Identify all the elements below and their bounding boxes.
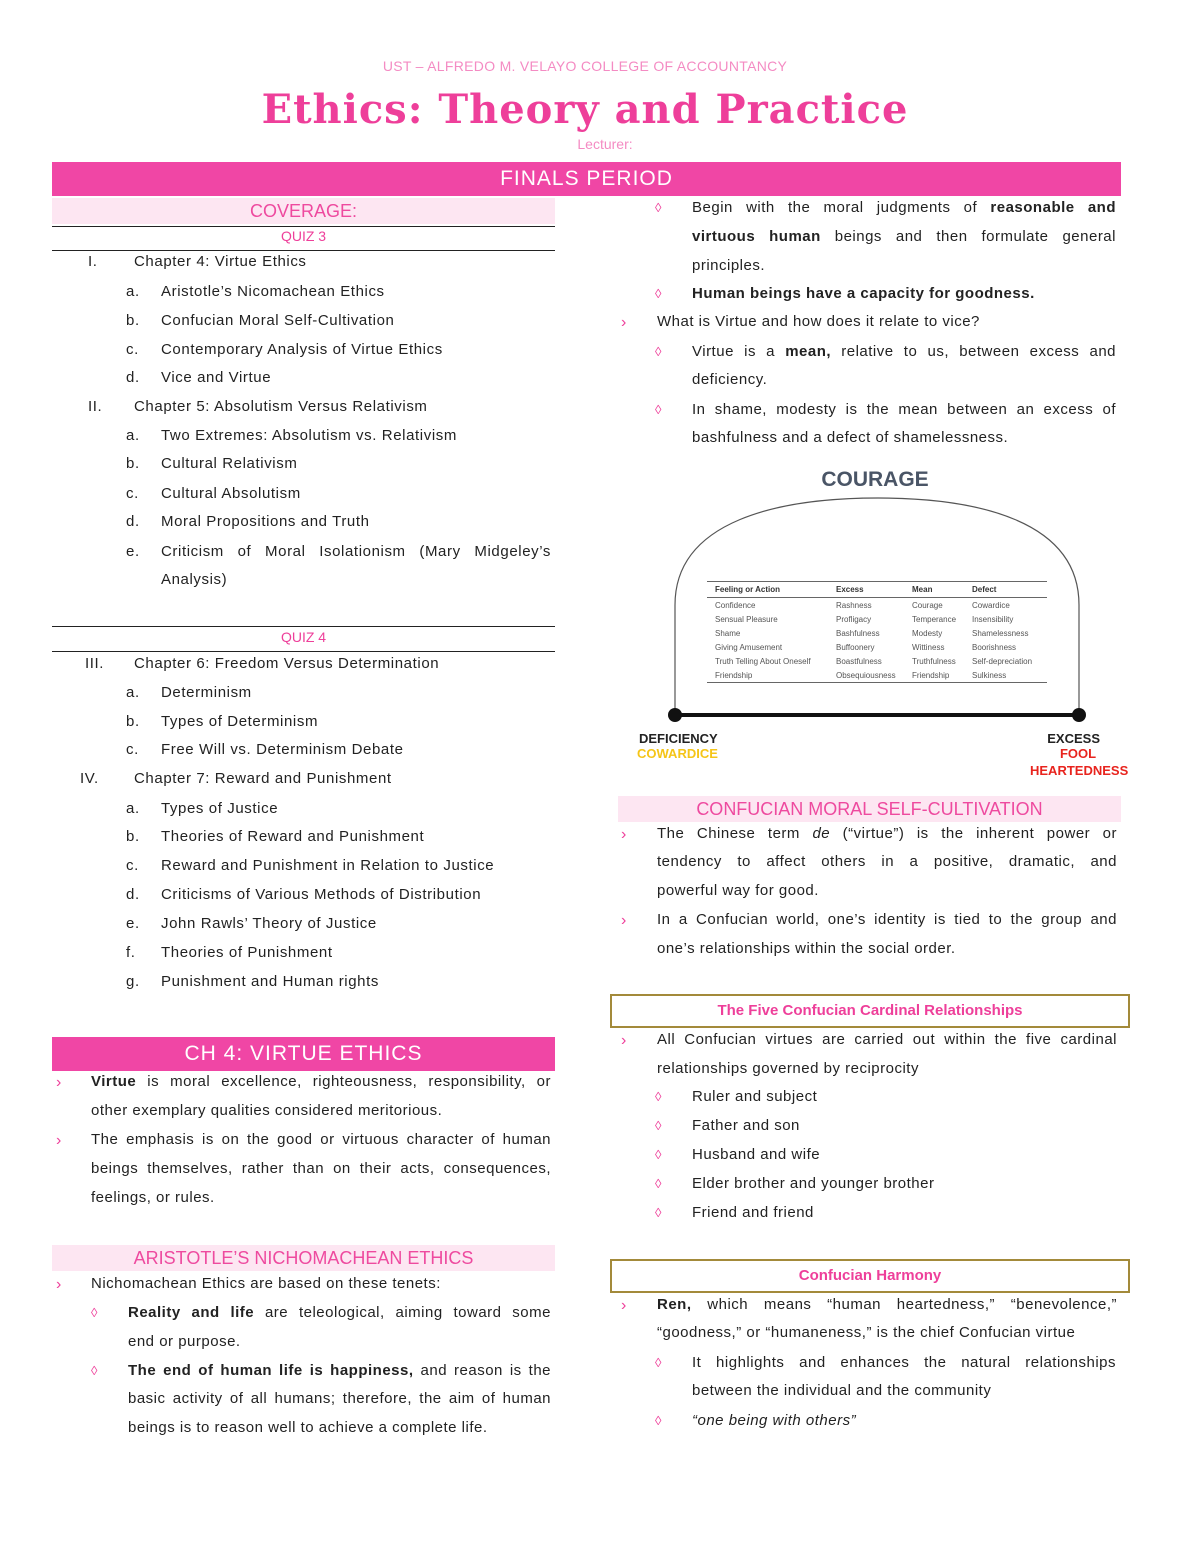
table-row [707, 598, 1047, 612]
divider [52, 651, 555, 652]
item-letter: a. [126, 800, 140, 817]
paragraph-line [692, 222, 1116, 251]
chevron-right-icon: › [621, 314, 627, 331]
outline-item: Cultural Absolutism [161, 485, 301, 502]
question-line: What is Virtue and how does it relate to vice? [657, 313, 980, 330]
paragraph-line: powerful way for good. [657, 882, 819, 899]
chevron-right-icon: › [621, 826, 627, 843]
outline-item: Aristotle’s Nicomachean Ethics [161, 283, 385, 300]
cowardice-label: COWARDICE [637, 746, 718, 761]
ch4-heading: CH 4: VIRTUE ETHICS [52, 1037, 555, 1071]
item-letter: b. [126, 713, 140, 730]
virtue-table [707, 581, 1047, 683]
paragraph-line: All Confucian virtues are carried out within the five cardinal [657, 1031, 1117, 1048]
chevron-right-icon: › [621, 1297, 627, 1314]
chapter-title: Chapter 5: Absolutism Versus Relativism [134, 398, 428, 415]
paragraph-line: feelings, or rules. [91, 1189, 215, 1206]
bold-term: Virtue [91, 1073, 137, 1090]
item-letter: b. [126, 455, 140, 472]
excess-label: EXCESS [1047, 731, 1100, 746]
item-letter: d. [126, 369, 140, 386]
table-cell: Friendship [715, 671, 753, 680]
outline-item: Criticisms of Various Methods of Distribution [161, 886, 482, 903]
bold-statement: Human beings have a capacity for goodness. [692, 285, 1035, 302]
text-run: which means “human heartedness,” “benevolence,” [707, 1296, 1117, 1313]
bold-term: The end of human life is happiness, [128, 1362, 414, 1379]
bold-term: reasonable and [990, 199, 1116, 216]
paragraph-line: deficiency. [692, 371, 768, 388]
confucian-heading: CONFUCIAN MORAL SELF-CULTIVATION [618, 796, 1121, 822]
table-cell: Courage [912, 601, 943, 610]
roman-numeral: III. [85, 655, 105, 672]
item-letter: e. [126, 915, 140, 932]
paragraph-line: bashfulness and a defect of shamelessness. [692, 429, 1009, 446]
paragraph-line: tendency to affect others in a positive, dramatic, and [657, 853, 1117, 870]
table-row [707, 654, 1047, 668]
item-letter: a. [126, 684, 140, 701]
chevron-right-icon: › [621, 912, 627, 929]
item-letter: d. [126, 886, 140, 903]
outline-item: Types of Determinism [161, 713, 319, 730]
table-cell: Rashness [836, 601, 872, 610]
excess-endpoint [1072, 708, 1086, 722]
relationship-item: Husband and wife [692, 1146, 821, 1163]
deficiency-label: DEFICIENCY [639, 731, 718, 746]
diamond-icon: ◊ [655, 286, 662, 301]
paragraph-line: It highlights and enhances the natural relationships [692, 1354, 1116, 1371]
aristotle-heading: ARISTOTLE’S NICHOMACHEAN ETHICS [52, 1245, 555, 1271]
table-cell: Wittiness [912, 643, 945, 652]
table-row [707, 612, 1047, 626]
outline-item-continued: Analysis) [161, 571, 228, 588]
diamond-icon: ◊ [655, 402, 662, 417]
bold-term: Ren, [657, 1296, 692, 1313]
column-header: Mean [912, 585, 933, 594]
chapter-title: Chapter 7: Reward and Punishment [134, 770, 392, 787]
paragraph-line: Nichomachean Ethics are based on these tenets: [91, 1275, 441, 1292]
table-header [707, 581, 1047, 598]
chevron-right-icon: › [56, 1074, 62, 1091]
column-header: Feeling or Action [715, 585, 781, 594]
table-cell: Shame [715, 629, 741, 638]
text-run: Virtue is a [692, 343, 775, 360]
table-cell: Cowardice [972, 601, 1010, 610]
ren-definition [657, 1290, 1117, 1319]
diamond-icon: ◊ [655, 1118, 662, 1133]
paragraph-line: between the individual and the community [692, 1382, 992, 1399]
table-cell: Boastfulness [836, 657, 882, 666]
outline-item: Criticism of Moral Isolationism (Mary Midgeley’s [161, 543, 551, 560]
roman-numeral: II. [88, 398, 103, 415]
table-cell: Shamelessness [972, 629, 1029, 638]
relationship-item: Friend and friend [692, 1204, 814, 1221]
paragraph-line: “goodness,” or “humaneness,” is the chief Confucian virtue [657, 1324, 1076, 1341]
table-row [707, 640, 1047, 654]
item-letter: g. [126, 973, 140, 990]
outline-item: Two Extremes: Absolutism vs. Relativism [161, 427, 457, 444]
table-cell: Buffoonery [836, 643, 875, 652]
outline-item: Determinism [161, 684, 252, 701]
tenet-1 [128, 1298, 551, 1327]
table-cell: Temperance [912, 615, 957, 624]
outline-item: Moral Propositions and Truth [161, 513, 370, 530]
paragraph-line: relationships governed by reciprocity [657, 1060, 919, 1077]
text-run: The Chinese term [657, 825, 800, 842]
relationship-item: Elder brother and younger brother [692, 1175, 935, 1192]
table-cell: Sensual Pleasure [715, 615, 778, 624]
paragraph-line: In shame, modesty is the mean between an excess of [692, 401, 1116, 418]
diamond-icon: ◊ [91, 1363, 98, 1378]
table-cell: Giving Amusement [715, 643, 783, 652]
paragraph-line: beings is to reason well to achieve a complete life. [128, 1419, 488, 1436]
outline-item: Free Will vs. Determinism Debate [161, 741, 404, 758]
bold-term: Reality and life [128, 1304, 255, 1321]
item-letter: c. [126, 857, 139, 874]
outline-item: Theories of Reward and Punishment [161, 828, 425, 845]
five-relationships-box: The Five Confucian Cardinal Relationships [610, 994, 1130, 1028]
paragraph-line: beings themselves, rather than on their acts, consequences, [91, 1160, 551, 1177]
item-letter: a. [126, 283, 140, 300]
diamond-icon: ◊ [655, 200, 662, 215]
divider [52, 226, 555, 227]
item-letter: b. [126, 312, 140, 329]
text-run: beings and then formulate general [834, 228, 1116, 245]
item-letter: c. [126, 341, 139, 358]
outline-item: Types of Justice [161, 800, 279, 817]
table-cell: Obsequiousness [836, 671, 896, 680]
item-letter: b. [126, 828, 140, 845]
period-banner: FINALS PERIOD [52, 162, 1121, 196]
virtue-mean-line [692, 337, 1116, 366]
text-run: and reason is the [420, 1362, 552, 1379]
outline-item: Confucian Moral Self-Cultivation [161, 312, 395, 329]
diamond-icon: ◊ [655, 1147, 662, 1162]
paragraph-line: In a Confucian world, one’s identity is tied to the group and [657, 911, 1117, 928]
diamond-icon: ◊ [655, 1205, 662, 1220]
chevron-right-icon: › [56, 1276, 62, 1293]
bold-term: virtuous human [692, 228, 821, 245]
outline-item: John Rawls’ Theory of Justice [161, 915, 377, 932]
fool-label: FOOL [1059, 746, 1097, 761]
item-letter: d. [126, 513, 140, 530]
item-letter: a. [126, 427, 140, 444]
school-name: UST – ALFREDO M. VELAYO COLLEGE OF ACCOUNTANCY [382, 58, 788, 74]
document-title: Ethics: Theory and Practice [261, 86, 909, 133]
paragraph-line: principles. [692, 257, 766, 274]
roman-numeral: IV. [80, 770, 99, 787]
divider [52, 626, 555, 627]
text-run: relative to us, between excess and [841, 343, 1117, 360]
table-row [707, 626, 1047, 640]
quiz4-label: QUIZ 4 [280, 629, 327, 645]
diamond-icon: ◊ [655, 1176, 662, 1191]
table-cell: Truthfulness [912, 657, 956, 666]
diamond-icon: ◊ [655, 344, 662, 359]
coverage-title: COVERAGE: [52, 198, 555, 224]
column-header: Defect [972, 585, 997, 594]
virtue-definition [91, 1067, 551, 1096]
table-cell: Truth Telling About Oneself [715, 657, 811, 666]
diamond-icon: ◊ [655, 1413, 662, 1428]
relationship-item: Ruler and subject [692, 1088, 818, 1105]
paragraph-line: basic activity of all humans; therefore, the aim of human [128, 1390, 551, 1407]
table-cell: Confidence [715, 601, 756, 610]
table-cell: Friendship [912, 671, 950, 680]
quote-line: “one being with others” [692, 1412, 857, 1429]
tenet-2 [128, 1356, 551, 1385]
heartedness-label: HEARTEDNESS [1030, 763, 1129, 778]
text-run: (“virtue”) is the inherent power or [842, 825, 1118, 842]
paragraph-line: end or purpose. [128, 1333, 241, 1350]
paragraph-line: The emphasis is on the good or virtuous character of human [91, 1131, 551, 1148]
diamond-icon: ◊ [655, 1089, 662, 1104]
roman-numeral: I. [88, 253, 98, 270]
outline-item: Theories of Punishment [161, 944, 333, 961]
table-cell: Bashfulness [836, 629, 880, 638]
text-run: is moral excellence, righteousness, responsibility, or [147, 1073, 551, 1090]
table-cell: Profligacy [836, 615, 872, 624]
lecturer-label: Lecturer: [577, 136, 633, 152]
outline-item: Punishment and Human rights [161, 973, 379, 990]
table-cell: Insensibility [972, 615, 1014, 624]
item-letter: c. [126, 485, 139, 502]
outline-item: Reward and Punishment in Relation to Justice [161, 857, 495, 874]
outline-item: Contemporary Analysis of Virtue Ethics [161, 341, 443, 358]
confucian-harmony-box: Confucian Harmony [610, 1259, 1130, 1293]
figure-title: COURAGE [821, 468, 929, 491]
item-letter: e. [126, 543, 140, 560]
table-cell: Self-depreciation [972, 657, 1033, 666]
chapter-title: Chapter 6: Freedom Versus Determination [134, 655, 440, 672]
relationship-item: Father and son [692, 1117, 800, 1134]
chevron-right-icon: › [621, 1032, 627, 1049]
bold-term: mean, [785, 343, 832, 360]
table-cell: Modesty [912, 629, 943, 638]
chevron-right-icon: › [56, 1132, 62, 1149]
table-cell: Boorishness [972, 643, 1017, 652]
item-letter: f. [126, 944, 136, 961]
chapter-title: Chapter 4: Virtue Ethics [134, 253, 307, 270]
paragraph-line: other exemplary qualities considered meritorious. [91, 1102, 443, 1119]
diamond-icon: ◊ [655, 1355, 662, 1370]
column-header: Excess [836, 585, 864, 594]
outline-item: Cultural Relativism [161, 455, 298, 472]
table-cell: Sulkiness [972, 671, 1007, 680]
text-run: are teleological, aiming toward some [264, 1304, 551, 1321]
paragraph-line [692, 193, 1116, 222]
text-run: Begin with the moral judgments of [692, 199, 978, 216]
de-definition [657, 819, 1117, 848]
item-letter: c. [126, 741, 139, 758]
outline-item: Vice and Virtue [161, 369, 272, 386]
table-row [707, 668, 1047, 683]
quiz3-label: QUIZ 3 [280, 228, 327, 244]
diamond-icon: ◊ [91, 1305, 98, 1320]
paragraph-line: one’s relationships within the social order. [657, 940, 956, 957]
divider [52, 250, 555, 251]
deficiency-endpoint [668, 708, 682, 722]
italic-term: de [812, 825, 831, 842]
